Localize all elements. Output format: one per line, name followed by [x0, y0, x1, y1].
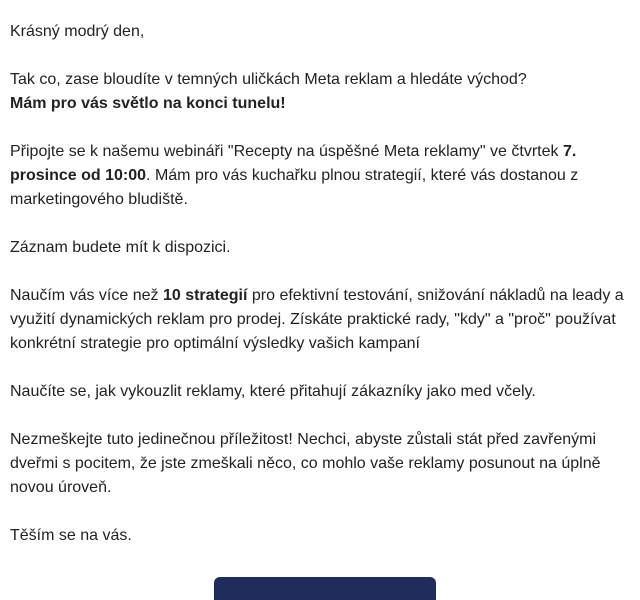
cta-container: [214, 577, 436, 600]
charm-text: Naučíte se, jak vykouzlit reklamy, které přitahují zákazníky jako med včely.: [10, 383, 536, 400]
strategies-text-start: Naučím vás více než: [10, 287, 163, 304]
email-content: [10, 20, 636, 572]
charm-paragraph: [10, 380, 636, 404]
intro-paragraph: [10, 68, 636, 116]
webinar-text-end: . Mám pro vás kuchařku plnou strategií, které vás dostanou z marketingového bludiště.: [10, 167, 579, 208]
strategies-paragraph: [10, 284, 636, 356]
strategies-count: 10 strategií: [162, 287, 248, 304]
intro-highlight: Mám pro vás světlo na konci tunelu!: [10, 95, 286, 112]
closing-paragraph: [10, 524, 636, 548]
webinar-date: 7. prosince od 10:00: [10, 143, 577, 184]
greeting-paragraph: [10, 20, 636, 44]
strategies-text-end: pro efektivní testování, snižování nákladů na leady a využití dynamických reklam pro prodej. Získáte praktické rady, "kdy" a "proč" používat konkrétní strategie pro optimální výsledky vašich kampaní: [10, 287, 624, 352]
register-button[interactable]: [214, 577, 436, 600]
webinar-paragraph: [10, 140, 636, 212]
webinar-text-start: Připojte se k našemu webináři "Recepty na úspěšné Meta reklamy" ve čtvrtek: [10, 143, 563, 160]
intro-line: Tak co, zase bloudíte v temných uličkách Meta reklam a hledáte východ?: [10, 71, 527, 88]
greeting-text: Krásný modrý den,: [10, 23, 145, 40]
closing-text: Těším se na vás.: [10, 527, 132, 544]
recording-paragraph: [10, 236, 636, 260]
recording-text: Záznam budete mít k dispozici.: [10, 239, 231, 256]
urgency-text: Nezmeškejte tuto jedinečnou příležitost! Nechci, abyste zůstali stát před zavřenými dveřmi s pocitem, že jste zmeškali něco, co mohlo vaše reklamy posunout na úplně novou úroveň.: [10, 431, 601, 496]
urgency-paragraph: [10, 428, 636, 500]
